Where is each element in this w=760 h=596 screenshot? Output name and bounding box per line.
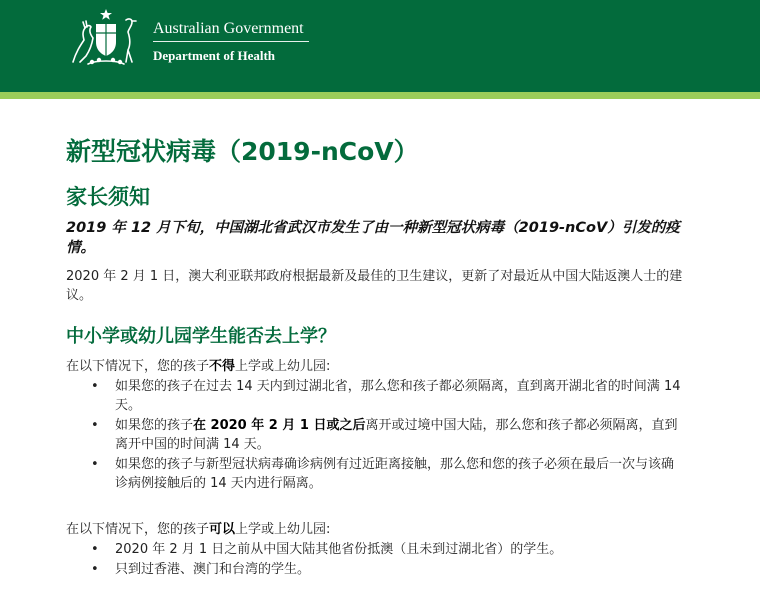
bullet-icon: • [91,562,99,577]
school-question-heading: 中小学或幼儿园学生能否去上学？ [66,326,336,347]
lead-text: 在以下情况下，您的孩子 [66,522,210,537]
item-text: 如果您的孩子在过去 14 天内到过湖北省，那么您和孩子都必须隔离，直到离开湖北省的时间满 14 天。 [115,379,681,413]
lead-text: 上学或上幼儿园: [235,359,331,374]
update-paragraph: 2020 年 2 月 1 日，澳大利亚联邦政府根据最新及最佳的卫生建议，更新了对最近从中国大陆返澳人士的建议。 [66,269,683,303]
bullet-icon: • [91,457,99,472]
lead-emphasis: 不得 [209,359,236,374]
list-item [66,540,686,559]
section-heading: 家长须知 [66,185,150,209]
list-item [66,455,686,493]
list-item [66,377,686,415]
government-wordmark [153,19,309,64]
bullet-icon: • [91,418,99,433]
department-name: Department of Health [153,48,276,63]
item-text: 离开或过境中国大陆，那么您和孩子都必须隔离，直到离开中国的时间满 14 天。 [115,418,678,452]
intro-statement: 2019 年 12 月下旬，中国湖北省武汉市发生了由一种新型冠状病毒（2019-nCoV）引发的疫情。 [66,220,680,256]
lead-text: 上学或上幼儿园: [235,522,331,537]
cannot-attend-list [66,377,686,493]
government-name: Australian Government [153,20,304,37]
list-item [66,416,686,454]
bullet-icon: • [91,379,99,394]
banner-accent-stripe [0,92,760,99]
item-text: 如果您的孩子 [115,418,194,433]
government-banner [0,0,760,92]
list-item [66,560,686,579]
can-attend-lead [66,520,686,539]
wordmark-divider [153,41,309,42]
item-emphasis: 在 2020 年 2 月 1 日或之后 [193,418,366,433]
coat-of-arms-icon [66,6,146,68]
cannot-attend-lead [66,357,686,376]
lead-emphasis: 可以 [209,522,236,537]
can-attend-list [66,540,686,579]
item-text: 2020 年 2 月 1 日之前从中国大陆其他省份抵澳（且未到过湖北省）的学生。 [115,542,563,557]
document-title: 新型冠状病毒（2019-nCoV） [66,137,419,166]
bullet-icon: • [91,542,99,557]
item-text: 如果您的孩子与新型冠状病毒确诊病例有过近距离接触，那么您和您的孩子必须在最后一次与该确诊病例接触后的 14 天内进行隔离。 [115,457,675,491]
item-text: 只到过香港、澳门和台湾的学生。 [115,562,311,577]
document-body [66,99,686,579]
lead-text: 在以下情况下，您的孩子 [66,359,210,374]
